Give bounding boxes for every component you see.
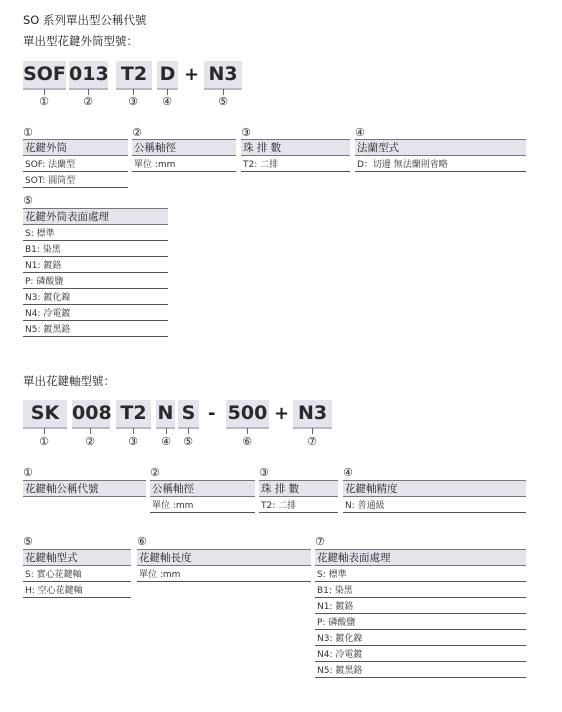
marker-4: ④ <box>161 435 171 448</box>
leader-line <box>44 428 45 434</box>
spec-table-outer-cylinder <box>23 139 128 188</box>
marker-3: ③ <box>128 95 138 108</box>
code-n3: N3 <box>293 400 332 429</box>
leader-line <box>90 428 91 434</box>
table-header: 花鍵軸表面處理 <box>315 550 526 566</box>
table-number: ④ <box>343 466 353 479</box>
code-500: 500 <box>226 400 269 429</box>
spec-table-nominal-diameter <box>150 480 255 513</box>
table-header: 珠 排 數 <box>259 481 338 497</box>
table-header: 花鍵軸公稱代號 <box>23 481 146 497</box>
table-row: H: 空心花鍵軸 <box>23 582 131 598</box>
code-s: S <box>178 400 199 429</box>
table-row: P: 磷酸鹽 <box>23 273 168 289</box>
leader-line <box>247 428 248 434</box>
table-row: SOT: 圓筒型 <box>23 172 128 188</box>
table-number: ⑦ <box>315 535 325 548</box>
table-header: 花鍵外筒表面處理 <box>23 209 168 225</box>
table-row: N1: 鍍鉻 <box>23 257 168 273</box>
code-n: N <box>156 400 175 429</box>
table-row: N1: 鍍鉻 <box>315 598 526 614</box>
spec-table-shaft-accuracy <box>343 480 526 513</box>
plus-sign: + <box>184 64 200 85</box>
table-header: 公稱軸徑 <box>132 140 236 156</box>
code-013: 013 <box>69 61 108 90</box>
spec-table-ball-rows <box>259 480 338 513</box>
dash-sign: - <box>208 403 216 424</box>
table-row: B1: 染黑 <box>23 241 168 257</box>
spec-table-nominal-diameter <box>132 139 236 172</box>
table-row: N3: 鍍化鎳 <box>315 630 526 646</box>
plus-sign: + <box>274 403 290 424</box>
table-row: 單位 :mm <box>150 497 255 513</box>
marker-2: ② <box>83 95 93 108</box>
table-row: N4: 冷電鍍 <box>315 646 526 662</box>
table-row: N3: 鍍化鎳 <box>23 289 168 305</box>
leader-line <box>166 428 167 434</box>
table-row: 單位 :mm <box>137 566 311 582</box>
table-row: B1: 染黑 <box>315 582 526 598</box>
marker-1: ① <box>39 95 49 108</box>
page-title: SO 系列單出型公稱代號 <box>23 13 147 27</box>
code-t2: T2 <box>116 400 151 429</box>
marker-5: ⑤ <box>183 435 193 448</box>
table-number: ① <box>23 126 33 139</box>
spec-table-ball-rows <box>241 139 350 172</box>
table-row: N4: 冷電鍍 <box>23 305 168 321</box>
spec-table-surface-treatment <box>23 208 168 337</box>
table-header: 花鍵軸精度 <box>343 481 526 497</box>
table-number: ⑥ <box>137 535 147 548</box>
code-sk: SK <box>23 400 67 429</box>
table-header: 花鍵軸型式 <box>23 550 131 566</box>
code-d: D <box>157 61 178 90</box>
table-number: ④ <box>355 126 365 139</box>
code-n3: N3 <box>204 61 242 90</box>
marker-3: ③ <box>128 435 138 448</box>
table-header: 法蘭型式 <box>355 140 526 156</box>
spec-table-shaft-length <box>137 549 311 582</box>
section1-title: 單出型花鍵外筒型號： <box>23 34 138 48</box>
table-row: N: 普通級 <box>343 497 526 513</box>
table-number: ② <box>150 466 160 479</box>
table-row: D：切邊 無法蘭則省略 <box>355 156 526 172</box>
table-number: ② <box>132 126 142 139</box>
table-row: SOF: 法蘭型 <box>23 156 128 172</box>
table-row: P: 磷酸鹽 <box>315 614 526 630</box>
table-number: ⑤ <box>23 194 33 207</box>
leader-line <box>312 428 313 434</box>
leader-line <box>133 428 134 434</box>
spec-table-shaft-code <box>23 480 146 497</box>
table-header: 花鍵外筒 <box>23 140 128 156</box>
table-row: T2: 二排 <box>259 497 338 513</box>
code-sof: SOF <box>23 61 66 90</box>
table-header: 公稱軸徑 <box>150 481 255 497</box>
table-header: 花鍵軸長度 <box>137 550 311 566</box>
table-row: N5: 鍍黑鉻 <box>23 321 168 337</box>
table-row: S: 實心花鍵軸 <box>23 566 131 582</box>
marker-5: ⑤ <box>218 95 228 108</box>
table-row: S: 標準 <box>23 225 168 241</box>
spec-table-shaft-type <box>23 549 131 598</box>
table-number: ① <box>23 466 33 479</box>
marker-1: ① <box>39 435 49 448</box>
table-row: S: 標準 <box>315 566 526 582</box>
marker-6: ⑥ <box>242 435 252 448</box>
table-header: 珠 排 數 <box>241 140 350 156</box>
table-number: ⑤ <box>23 535 33 548</box>
section2-title: 單出花鍵軸型號： <box>23 374 115 388</box>
spec-table-shaft-surface-treatment <box>315 549 526 678</box>
table-number: ③ <box>241 126 251 139</box>
table-row: T2: 二排 <box>241 156 350 172</box>
marker-2: ② <box>85 435 95 448</box>
marker-7: ⑦ <box>307 435 317 448</box>
marker-4: ④ <box>162 95 172 108</box>
spec-table-flange-type <box>355 139 526 172</box>
table-row: N5: 鍍黑鉻 <box>315 662 526 678</box>
table-row: 單位 :mm <box>132 156 236 172</box>
leader-line <box>188 428 189 434</box>
code-t2: T2 <box>116 61 152 90</box>
table-number: ③ <box>259 466 269 479</box>
code-008: 008 <box>72 400 110 429</box>
